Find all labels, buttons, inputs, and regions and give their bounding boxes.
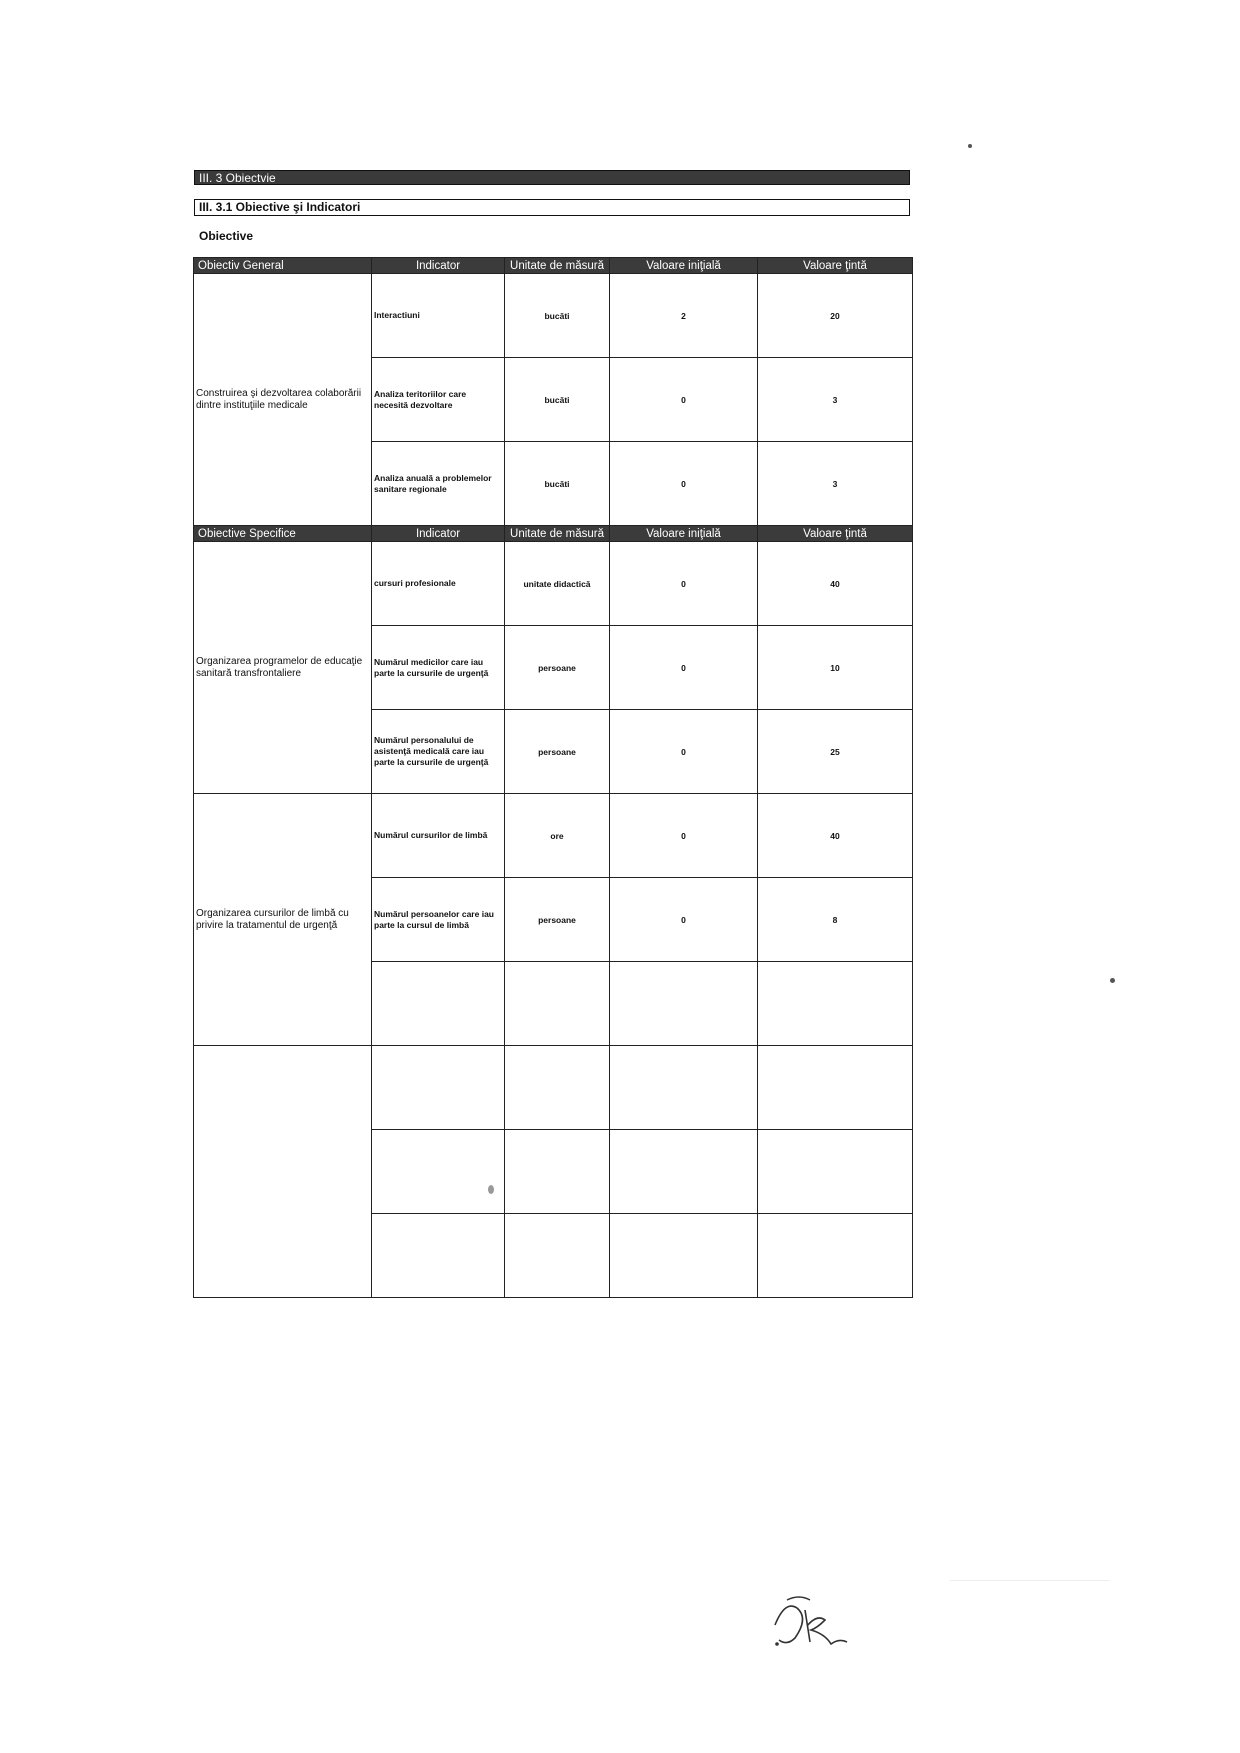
unit-cell: ore [505, 794, 610, 878]
specific-objective: Organizarea programelor de educaţie sanitară transfrontaliere [194, 542, 372, 794]
target-value-cell: 10 [758, 626, 913, 710]
target-value-cell: 20 [758, 274, 913, 358]
header-objective: Obiective Specifice [194, 526, 372, 542]
empty-cell [610, 1130, 758, 1214]
objectives-table [193, 257, 913, 1298]
general-objective: Construirea şi dezvoltarea colaborării dintre instituţiile medicale [194, 274, 372, 526]
indicator-cell: Analiza anuală a problemelor sanitare regionale [372, 442, 505, 526]
header-target-value: Valoare ţintă [758, 258, 913, 274]
empty-cell [505, 1130, 610, 1214]
scan-speck [488, 1185, 494, 1194]
header-indicator: Indicator [372, 258, 505, 274]
empty-cell [758, 962, 913, 1046]
target-value-cell: 25 [758, 710, 913, 794]
empty-row [194, 1046, 913, 1130]
unit-cell: persoane [505, 710, 610, 794]
header-objective: Obiectiv General [194, 258, 372, 274]
objectives-label: Obiective [199, 229, 254, 243]
initial-value-cell: 0 [610, 794, 758, 878]
empty-objective-cell [194, 1046, 372, 1298]
scan-speck [1110, 978, 1115, 983]
table-row [194, 274, 913, 358]
header-initial-value: Valoare iniţială [610, 526, 758, 542]
empty-cell [758, 1046, 913, 1130]
target-value-cell: 40 [758, 794, 913, 878]
empty-cell [758, 1130, 913, 1214]
subsection-title: III. 3.1 Obiective şi Indicatori [194, 199, 910, 216]
initial-value-cell: 0 [610, 878, 758, 962]
indicator-cell: Interactiuni [372, 274, 505, 358]
initial-value-cell: 0 [610, 710, 758, 794]
empty-cell [372, 1130, 505, 1214]
empty-cell [372, 962, 505, 1046]
empty-cell [372, 1046, 505, 1130]
initial-value-cell: 0 [610, 442, 758, 526]
indicator-cell: Numărul personalului de asistenţă medicală care iau parte la cursurile de urgenţă [372, 710, 505, 794]
header-unit: Unitate de măsură [505, 258, 610, 274]
empty-cell [610, 1214, 758, 1298]
header-indicator: Indicator [372, 526, 505, 542]
scan-speck [968, 144, 972, 148]
empty-cell [505, 1214, 610, 1298]
initial-value-cell: 0 [610, 358, 758, 442]
signature [765, 1580, 865, 1650]
indicator-cell: Numărul cursurilor de limbă [372, 794, 505, 878]
unit-cell: bucăti [505, 358, 610, 442]
general-header-row [194, 258, 913, 274]
table-row [194, 794, 913, 878]
empty-cell [610, 1046, 758, 1130]
faded-stamp [950, 1580, 1140, 1650]
target-value-cell: 40 [758, 542, 913, 626]
indicator-cell: Analiza teritoriilor care necesită dezvoltare [372, 358, 505, 442]
unit-cell: persoane [505, 878, 610, 962]
header-unit: Unitate de măsură [505, 526, 610, 542]
section-title: III. 3 Obiectvie [194, 170, 910, 185]
header-target-value: Valoare ţintă [758, 526, 913, 542]
specific-header-row [194, 526, 913, 542]
empty-cell [372, 1214, 505, 1298]
target-value-cell: 3 [758, 358, 913, 442]
unit-cell: bucăti [505, 274, 610, 358]
initial-value-cell: 0 [610, 542, 758, 626]
target-value-cell: 3 [758, 442, 913, 526]
table-row [194, 542, 913, 626]
unit-cell: persoane [505, 626, 610, 710]
unit-cell: unitate didactică [505, 542, 610, 626]
initial-value-cell: 0 [610, 626, 758, 710]
empty-cell [505, 1046, 610, 1130]
header-initial-value: Valoare iniţială [610, 258, 758, 274]
initial-value-cell: 2 [610, 274, 758, 358]
target-value-cell: 8 [758, 878, 913, 962]
unit-cell: bucăti [505, 442, 610, 526]
empty-cell [505, 962, 610, 1046]
empty-cell [758, 1214, 913, 1298]
indicator-cell: Numărul medicilor care iau parte la cursurile de urgenţă [372, 626, 505, 710]
indicator-cell: cursuri profesionale [372, 542, 505, 626]
specific-objective: Organizarea cursurilor de limbă cu privire la tratamentul de urgenţă [194, 794, 372, 1046]
empty-cell [610, 962, 758, 1046]
indicator-cell: Numărul persoanelor care iau parte la cursul de limbă [372, 878, 505, 962]
